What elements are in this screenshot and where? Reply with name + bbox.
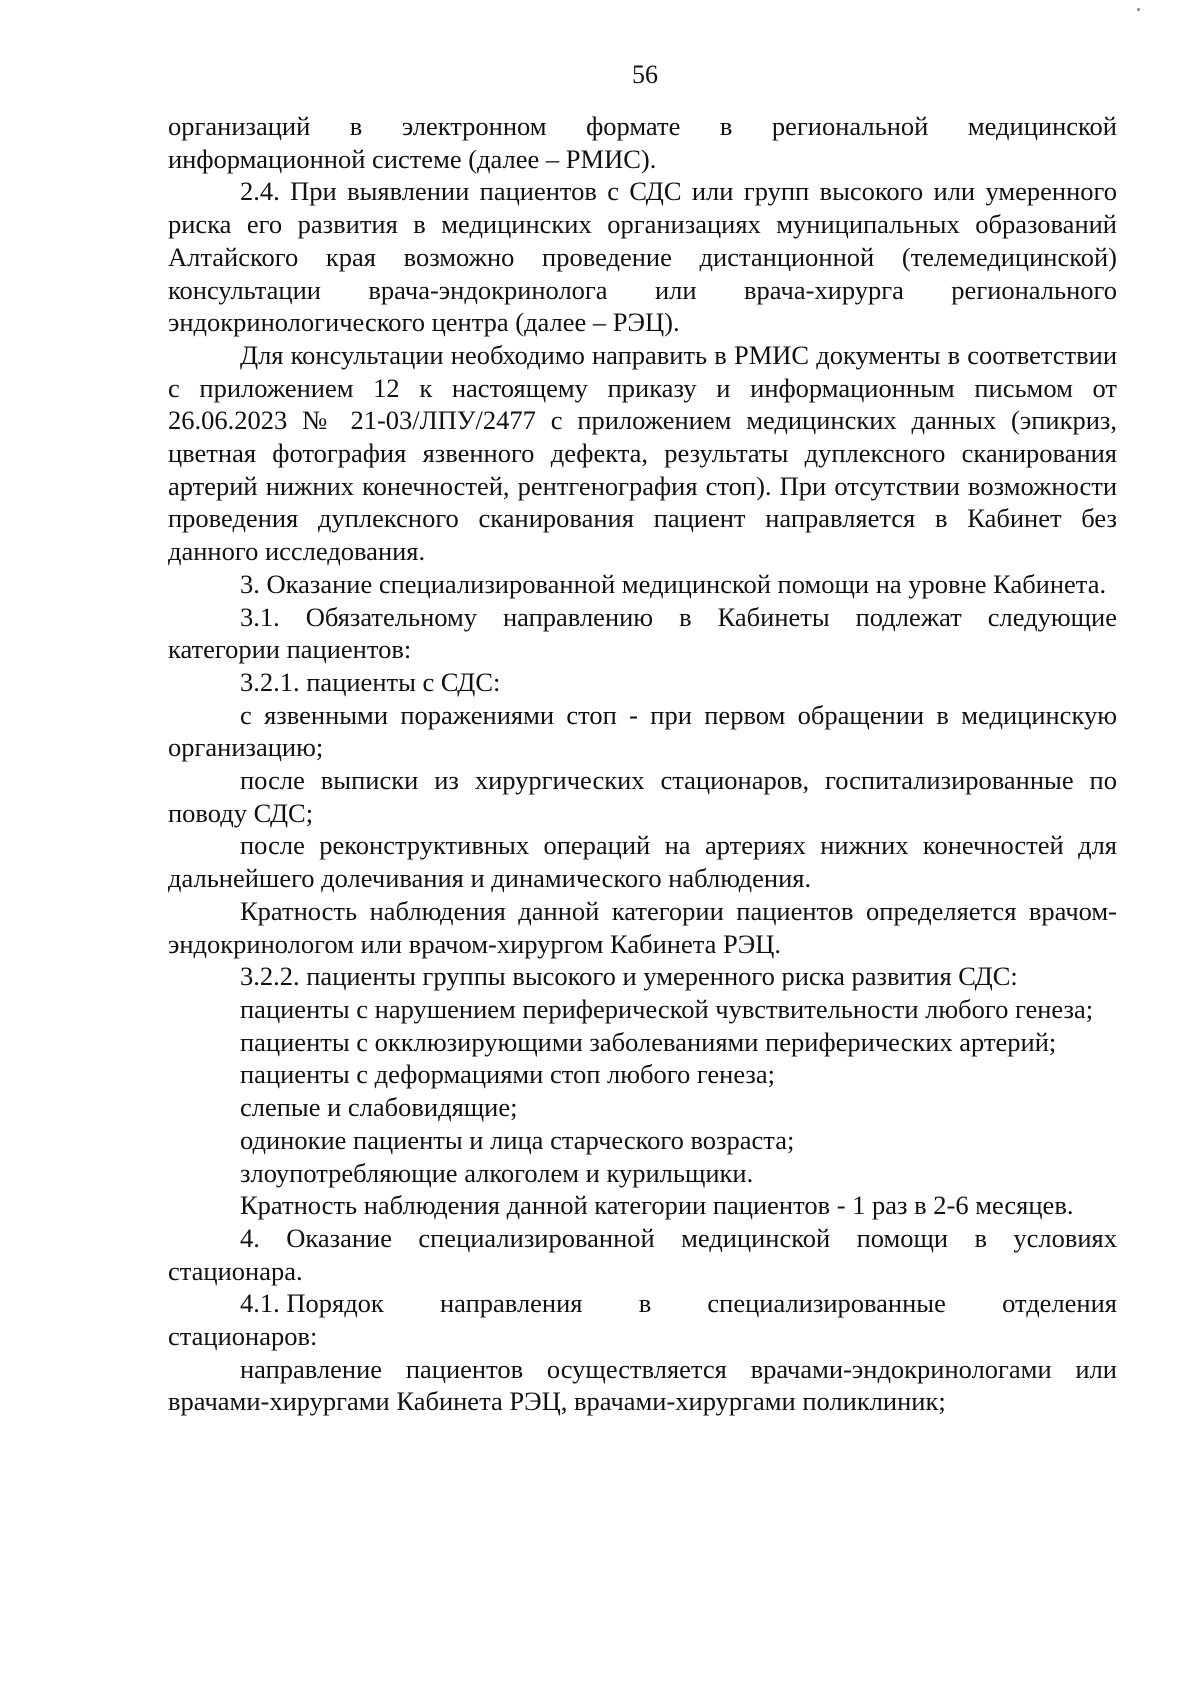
paragraph-4-1 <box>168 1287 1117 1352</box>
list-item: одинокие пациенты и лица старческого возраста; <box>240 1124 795 1155</box>
paragraph: Кратность наблюдения данной категории пациентов определяется врачом-эндокринологом или врачом-хирургом Кабинета РЭЦ. <box>168 895 1117 959</box>
paragraph-4-1-tail: стационаров: <box>168 1321 318 1352</box>
section-heading-3: 3. Оказание специализированной медицинской помощи на уровне Кабинета. <box>240 568 1107 599</box>
list-item: после реконструктивных операций на артериях нижних конечностей для дальнейшего долечивания и динамического наблюдения. <box>168 830 1117 894</box>
word: в <box>638 1288 652 1319</box>
document-body <box>168 110 1117 1418</box>
word: 4.1. Порядок <box>240 1288 384 1319</box>
list-item: пациенты с окклюзирующими заболеваниями периферических артерий; <box>240 1026 1057 1057</box>
paragraph-3-1: 3.1. Обязательному направлению в Кабинеты подлежат следующие категории пациентов: <box>168 601 1117 665</box>
list-item: злоупотребляющие алкоголем и курильщики. <box>240 1157 754 1188</box>
list-item: пациенты с нарушением периферической чувствительности любого генеза; <box>240 993 1094 1024</box>
paragraph-consultation: Для консультации необходимо направить в РМИС документы в соответствии с приложением 12 к настоящему приказу и информационным письмом от 26.06.2023 № 21-03/ЛПУ/2477 с приложением медицинских данных (эпикриз, цветная фотография язвенного дефекта, результаты дуплексного сканирования артерий нижних конечностей, рентгенография стоп). При отсутствии возможности проведения дуплексного сканирования пациент направляется в Кабинет без данного исследования. <box>168 339 1117 567</box>
section-heading-4: 4. Оказание специализированной медицинской помощи в условиях стационара. <box>168 1222 1117 1286</box>
paragraph-3-2-1: 3.2.1. пациенты с СДС: <box>240 666 501 697</box>
list-item: после выписки из хирургических стационаров, госпитализированные по поводу СДС; <box>168 765 1117 828</box>
word: отделения <box>1002 1288 1117 1319</box>
paragraph-2-4: 2.4. При выявлении пациентов с СДС или групп высокого или умеренного риска его развития в медицинских организациях муниципальных образований Алтайского края возможно проведение дистанционной (телемедицинской) консультации врача-эндокринолога или врача-хирурга регионального эндокринологического центра (далее – РЭЦ). <box>168 176 1117 338</box>
paragraph: Кратность наблюдения данной категории пациентов - 1 раз в 2-6 месяцев. <box>240 1190 1074 1221</box>
list-item: направление пациентов осуществляется врачами-эндокринологами или врачами-хирургами Кабинета РЭЦ, врачами-хирургами поликлиник; <box>168 1353 1117 1417</box>
paragraph: организаций в электронном формате в региональной медицинской информационной системе (далее – РМИС). <box>168 111 1117 174</box>
word: направления <box>440 1288 583 1319</box>
page-number: 56 <box>632 60 658 89</box>
paragraph-3-2-2: 3.2.2. пациенты группы высокого и умеренного риска развития СДС: <box>240 961 1018 992</box>
list-item: слепые и слабовидящие; <box>240 1092 518 1123</box>
word: специализированные <box>707 1288 946 1319</box>
list-item: пациенты с деформациями стоп любого генеза; <box>240 1059 775 1090</box>
list-item: с язвенными поражениями стоп - при первом обращении в медицинскую организацию; <box>168 699 1117 763</box>
scan-speck <box>1137 8 1140 11</box>
paragraph-4-1-first-line <box>168 1287 1117 1320</box>
